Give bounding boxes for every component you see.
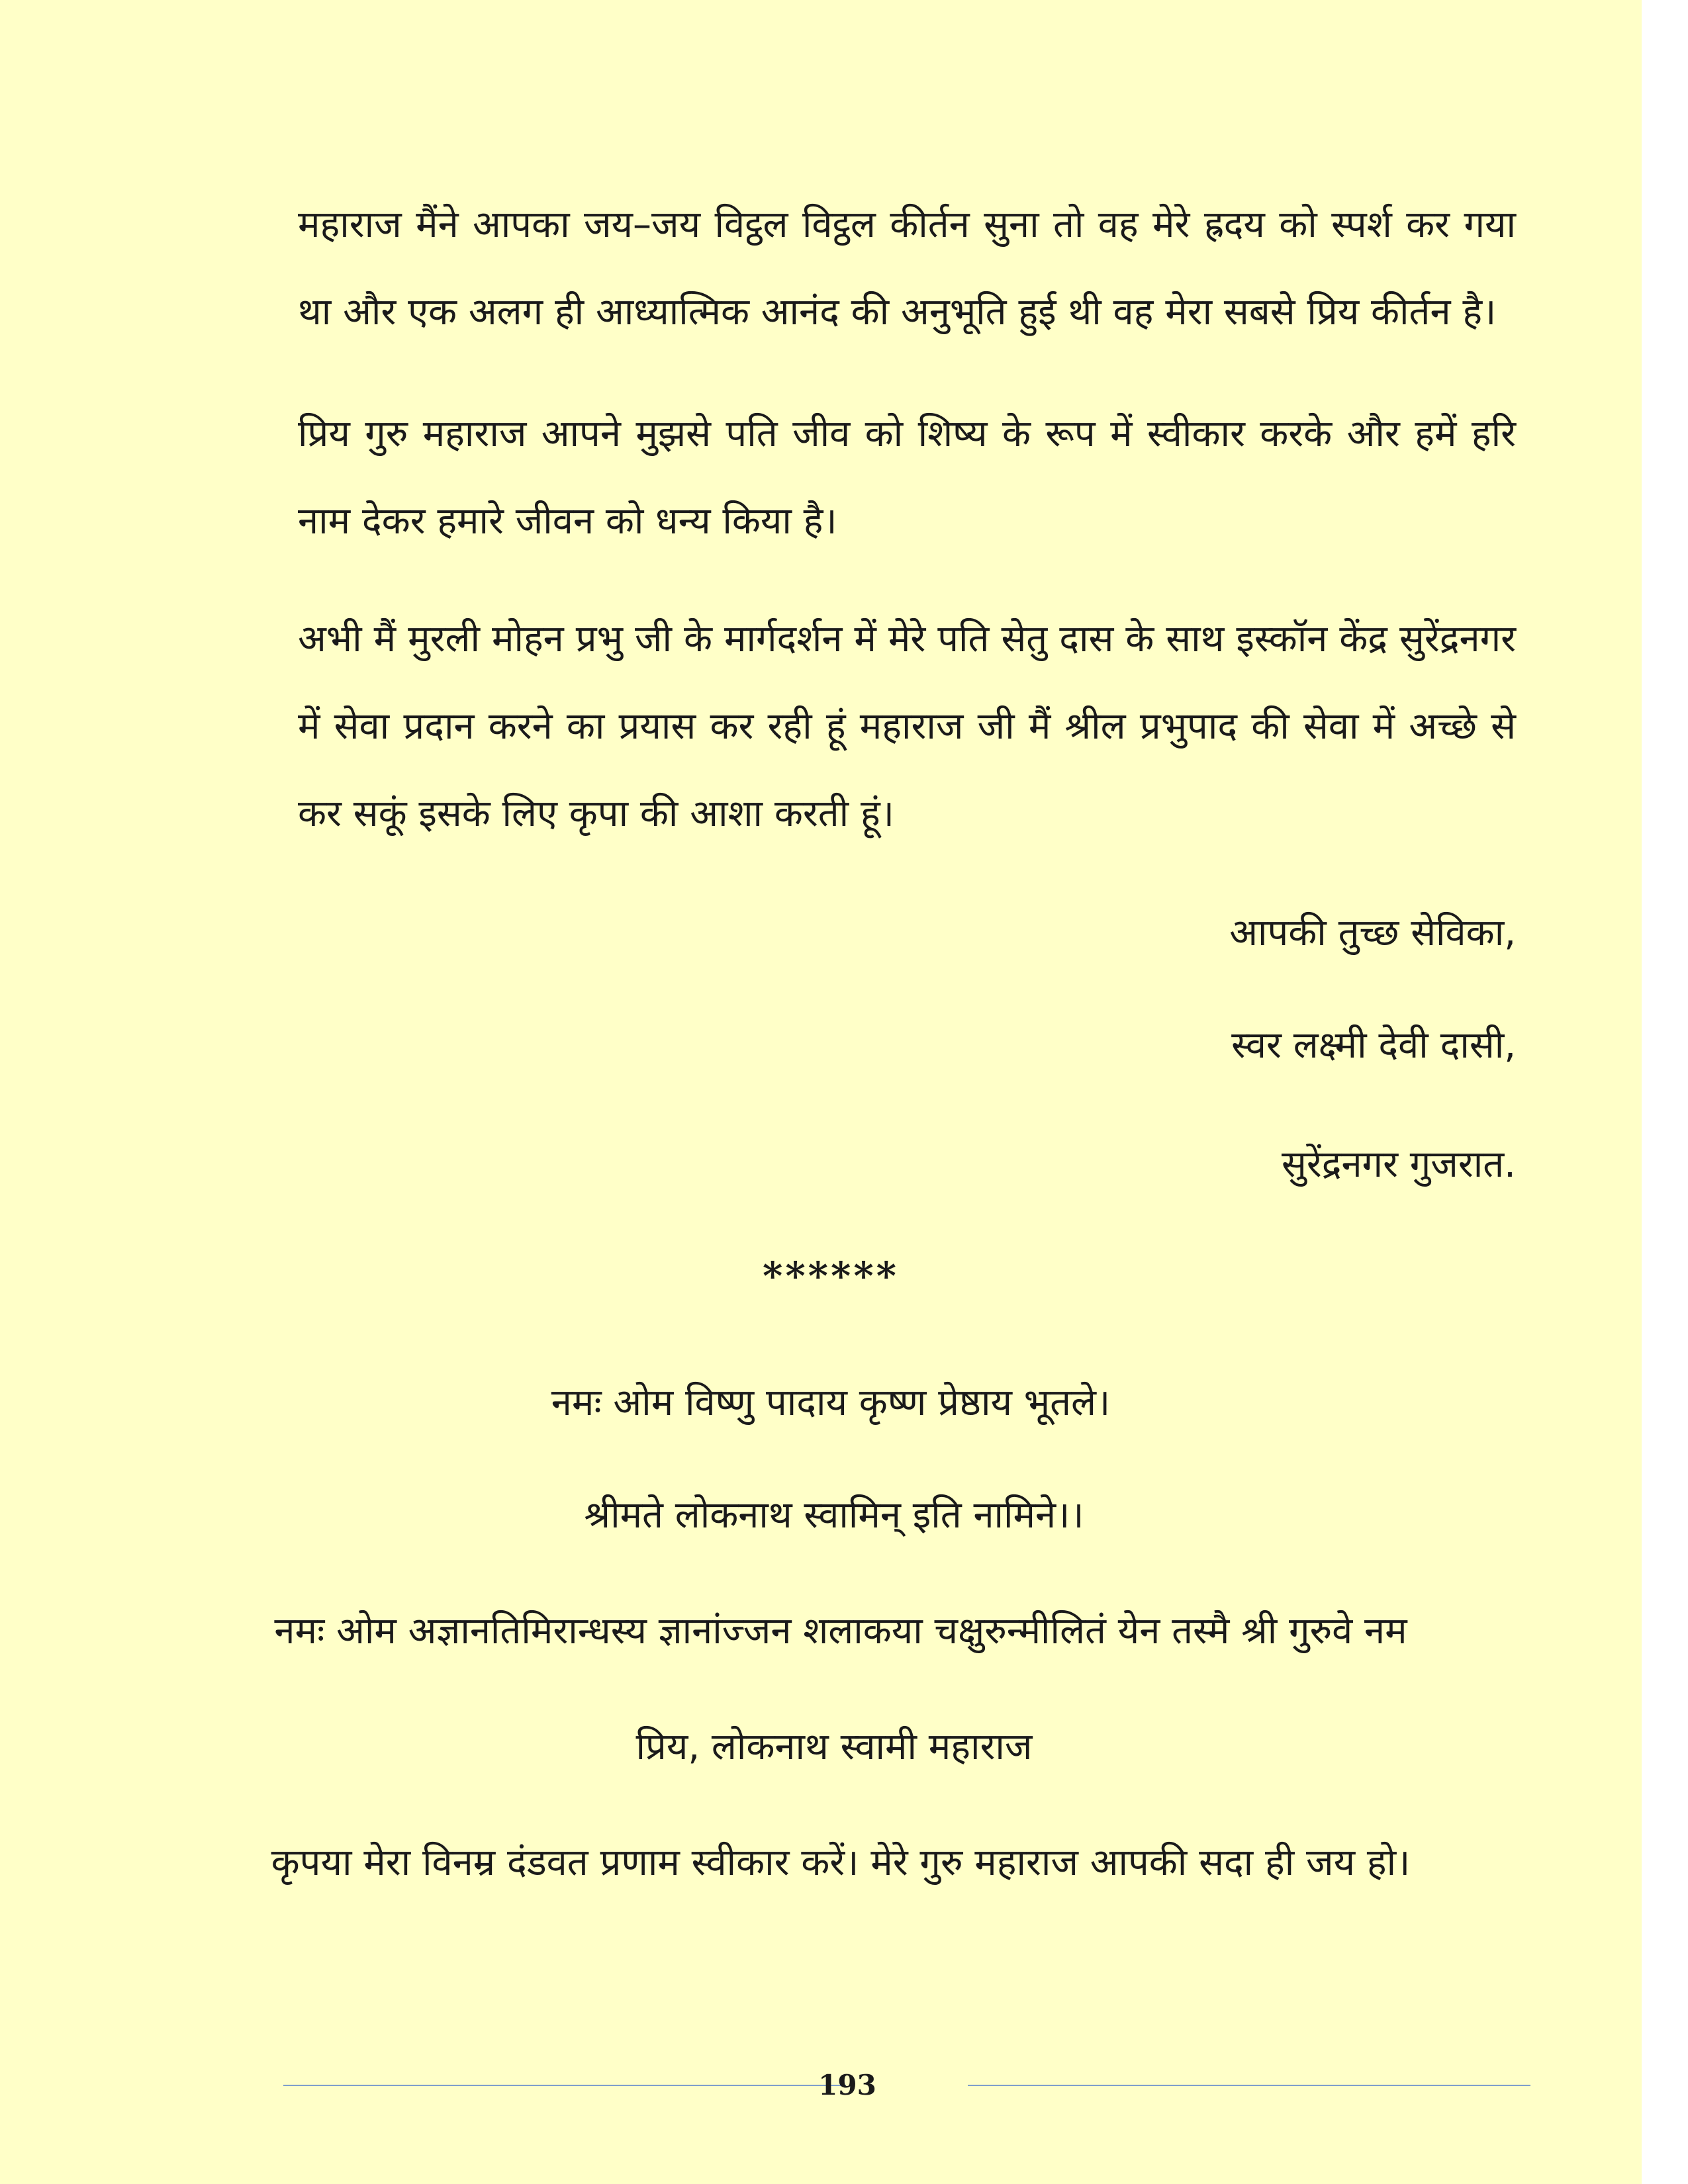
letter-paragraph-1: महाराज मैंने आपका जय–जय विट्ठल विट्ठल कीर्तन सुना तो वह मेरे ह्रदय को स्पर्श कर गया था और एक अलग ही आध्यात्मिक आनंद की अनुभूति हुई थी वह मेरा सबसे प्रिय कीर्तन है। — [298, 203, 1516, 334]
prayer-line-1: नमः ओम विष्णु पादाय कृष्ण प्रेष्ठाय भूतले। — [551, 1381, 1111, 1424]
salutation: प्रिय, लोकनाथ स्वामी महाराज — [635, 1725, 1033, 1768]
prayer-line-3: नमः ओम अज्ञानतिमिरान्धस्य ज्ञानांज्जन शलाकया चक्षुरुन्मीलितं येन तस्मै श्री गुरुवे नम — [274, 1610, 1407, 1653]
section-separator: ****** — [763, 1253, 899, 1298]
footer-rule-left — [283, 2085, 846, 2086]
letter-paragraph-2: प्रिय गुरु महाराज आपने मुझसे पति जीव को शिष्य के रूप में स्वीकार करके और हमें हरि नाम देकर हमारे जीवन को धन्य किया है। — [298, 412, 1516, 543]
footer-rule-right — [968, 2085, 1530, 2086]
greeting-line: कृपया मेरा विनम्र दंडवत प्रणाम स्वीकार करें। मेरे गुरु महाराज आपकी सदा ही जय हो। — [271, 1841, 1411, 1884]
signature-name: स्वर लक्ष्मी देवी दासी, — [1231, 1024, 1516, 1067]
signature-place: सुरेंद्रनगर गुजरात. — [1281, 1143, 1516, 1186]
page-number: 193 — [818, 2069, 876, 2101]
letter-paragraph-3: अभी मैं मुरली मोहन प्रभु जी के मार्गदर्शन में मेरे पति सेतु दास के साथ इस्कॉन केंद्र सुरेंद्रनगर में सेवा प्रदान करने का प्रयास कर रही हूं महाराज जी मैं श्रील प्रभुपाद की सेवा में अच्छे से कर सकूं इसके लिए कृपा की आशा करती हूं। — [298, 617, 1516, 835]
signature-closing: आपकी तुच्छ सेविका, — [1229, 911, 1516, 954]
prayer-line-2: श्रीमते लोकनाथ स्वामिन् इति नामिने।। — [584, 1494, 1084, 1537]
